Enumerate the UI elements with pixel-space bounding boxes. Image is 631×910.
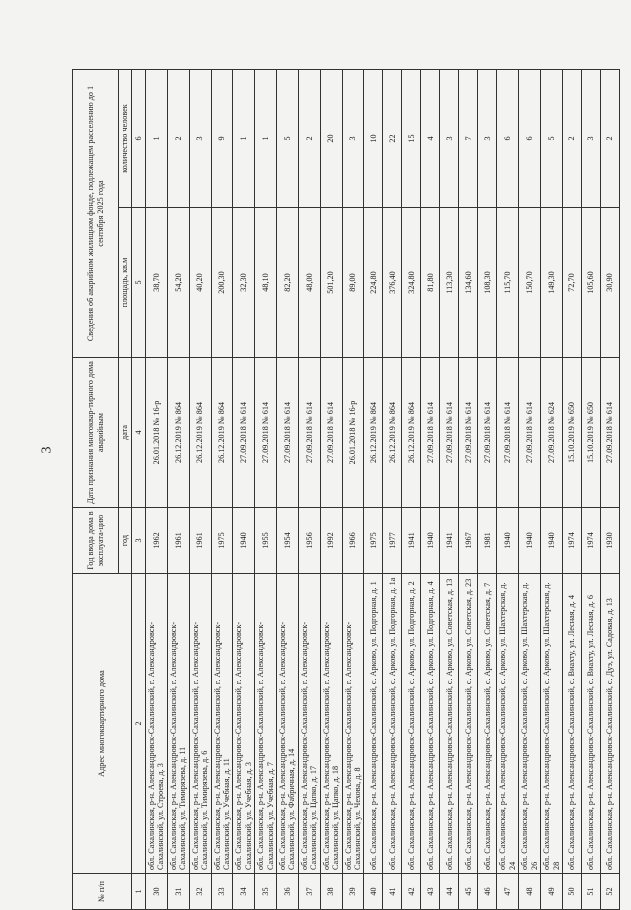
column-number-cell: 3 — [132, 508, 146, 574]
table-row — [233, 70, 255, 910]
year-cell: 1955 — [255, 508, 277, 574]
area-cell: 108,30 — [478, 208, 497, 358]
subheader-people: количество человек — [119, 70, 132, 208]
header-date-group: Дата признания многоквар-тирного дома аварийным — [73, 358, 119, 508]
date-cell: 26.01.2018 № 16-р — [146, 358, 168, 508]
subheader-year: год — [119, 508, 132, 574]
rotated-table-container — [72, 70, 615, 910]
area-cell: 81,80 — [421, 208, 440, 358]
people-count-cell: 5 — [541, 70, 563, 208]
date-cell: 26.12.2019 № 864 — [189, 358, 211, 508]
area-cell: 376,40 — [383, 208, 402, 358]
address-cell: обл. Сахалинская, р-н. Александровск-Сахалинский, г. Александровск-Сахалинский, ул. Тимирязева, д. 6 — [189, 574, 211, 874]
year-cell: 1930 — [600, 508, 619, 574]
date-cell: 15.10.2019 № 650 — [562, 358, 581, 508]
people-count-cell: 1 — [255, 70, 277, 208]
area-cell: 72,70 — [562, 208, 581, 358]
row-number-cell: 42 — [402, 874, 421, 910]
area-cell: 150,70 — [519, 208, 541, 358]
year-cell: 1941 — [402, 508, 421, 574]
row-number-cell: 38 — [320, 874, 342, 910]
date-cell: 27.09.2018 № 614 — [255, 358, 277, 508]
row-number-cell: 44 — [440, 874, 459, 910]
year-cell: 1961 — [189, 508, 211, 574]
year-cell: 1975 — [364, 508, 383, 574]
address-cell: обл. Сахалинская, р-н. Александровск-Сахалинский, с. Арково, ул. Подгорная, д. 4 — [421, 574, 440, 874]
table-row — [581, 70, 600, 910]
people-count-cell: 1 — [233, 70, 255, 208]
address-cell: обл. Сахалинская, р-н. Александровск-Сахалинский, г. Александровск-Сахалинский, ул. Строева, д. 3 — [146, 574, 168, 874]
area-cell: 38,70 — [146, 208, 168, 358]
people-count-cell: 3 — [189, 70, 211, 208]
row-number-cell: 51 — [581, 874, 600, 910]
table-row — [298, 70, 320, 910]
date-cell: 15.10.2019 № 650 — [581, 358, 600, 508]
date-cell: 26.12.2019 № 864 — [364, 358, 383, 508]
emergency-housing-table — [72, 69, 620, 910]
year-cell: 1962 — [146, 508, 168, 574]
address-cell: обл. Сахалинская, р-н. Александровск-Сахалинский, г. Александровск-Сахалинский, ул. Цапко, д. 18 — [320, 574, 342, 874]
table-row — [189, 70, 211, 910]
column-number-cell: 5 — [132, 208, 146, 358]
year-cell: 1981 — [478, 508, 497, 574]
people-count-cell: 7 — [459, 70, 478, 208]
area-cell: 105,60 — [581, 208, 600, 358]
date-cell: 26.12.2019 № 864 — [383, 358, 402, 508]
year-cell: 1977 — [383, 508, 402, 574]
table-row — [562, 70, 581, 910]
area-cell: 324,80 — [402, 208, 421, 358]
address-cell: обл. Сахалинская, р-н. Александровск-Сахалинский, с. Арково, ул. Шахтерская, д. 28 — [541, 574, 563, 874]
header-row-number: № п/п — [73, 874, 132, 910]
area-cell: 82,20 — [277, 208, 299, 358]
year-cell: 1940 — [519, 508, 541, 574]
people-count-cell: 4 — [421, 70, 440, 208]
page-number: 3 — [39, 446, 55, 454]
row-number-cell: 47 — [497, 874, 519, 910]
date-cell: 27.09.2018 № 614 — [497, 358, 519, 508]
table-row — [519, 70, 541, 910]
area-cell: 224,80 — [364, 208, 383, 358]
table-row — [440, 70, 459, 910]
table-row — [342, 70, 364, 910]
address-cell: обл. Сахалинская, р-н. Александровск-Сахалинский, с. Дуэ, ул. Садовая, д. 13 — [600, 574, 619, 874]
header-info-group: Сведения об аварийном жилищном фонде, подлежащем расселению до 1 сентября 2025 года — [73, 70, 119, 358]
address-cell: обл. Сахалинская, р-н. Александровск-Сахалинский, с. Арково, ул. Советская, д. 7 — [478, 574, 497, 874]
area-cell: 89,00 — [342, 208, 364, 358]
date-cell: 27.09.2018 № 614 — [277, 358, 299, 508]
year-cell: 1966 — [342, 508, 364, 574]
people-count-cell: 5 — [277, 70, 299, 208]
address-cell: обл. Сахалинская, р-н. Александровск-Сахалинский, г. Александровск-Сахалинский, ул. Учебная, д. 11 — [211, 574, 233, 874]
table-row — [600, 70, 619, 910]
date-cell: 27.09.2018 № 614 — [440, 358, 459, 508]
row-number-cell: 33 — [211, 874, 233, 910]
column-number-cell: 6 — [132, 70, 146, 208]
table-row — [277, 70, 299, 910]
area-cell: 200,30 — [211, 208, 233, 358]
table-row — [421, 70, 440, 910]
address-cell: обл. Сахалинская, р-н. Александровск-Сахалинский, г. Александровск-Сахалинский, ул. Учебная, д. 3 — [233, 574, 255, 874]
year-cell: 1974 — [581, 508, 600, 574]
people-count-cell: 6 — [519, 70, 541, 208]
year-cell: 1967 — [459, 508, 478, 574]
row-number-cell: 30 — [146, 874, 168, 910]
table-row — [459, 70, 478, 910]
row-number-cell: 48 — [519, 874, 541, 910]
header-address: Адрес многоквартирного дома — [73, 574, 132, 874]
column-number-row — [132, 70, 146, 910]
year-cell: 1954 — [277, 508, 299, 574]
address-cell: обл. Сахалинская, р-н. Александровск-Сахалинский, с. Арково, ул. Советская, д. 13 — [440, 574, 459, 874]
year-cell: 1974 — [562, 508, 581, 574]
address-cell: обл. Сахалинская, р-н. Александровск-Сахалинский, с. Виахту, ул. Лесная, д. 6 — [581, 574, 600, 874]
address-cell: обл. Сахалинская, р-н. Александровск-Сахалинский, с. Арково, ул. Подгорная, д. 1 — [364, 574, 383, 874]
people-count-cell: 1 — [146, 70, 168, 208]
address-cell: обл. Сахалинская, р-н. Александровск-Сахалинский, с. Арково, ул. Подгорная, д. 2 — [402, 574, 421, 874]
people-count-cell: 2 — [298, 70, 320, 208]
row-number-cell: 46 — [478, 874, 497, 910]
table-row — [478, 70, 497, 910]
row-number-cell: 32 — [189, 874, 211, 910]
people-count-cell: 9 — [211, 70, 233, 208]
address-cell: обл. Сахалинская, р-н. Александровск-Сахалинский, г. Александровск-Сахалинский, ул. Чехова, д. 8 — [342, 574, 364, 874]
people-count-cell: 20 — [320, 70, 342, 208]
area-cell: 40,20 — [189, 208, 211, 358]
year-cell: 1940 — [233, 508, 255, 574]
date-cell: 27.09.2018 № 614 — [478, 358, 497, 508]
date-cell: 27.09.2018 № 614 — [600, 358, 619, 508]
date-cell: 27.09.2018 № 614 — [233, 358, 255, 508]
table-row — [255, 70, 277, 910]
row-number-cell: 49 — [541, 874, 563, 910]
people-count-cell: 2 — [562, 70, 581, 208]
area-cell: 115,70 — [497, 208, 519, 358]
area-cell: 134,60 — [459, 208, 478, 358]
address-cell: обл. Сахалинская, р-н. Александровск-Сахалинский, г. Александровск-Сахалинский, ул. Учебная, д. 7 — [255, 574, 277, 874]
address-cell: обл. Сахалинская, р-н. Александровск-Сахалинский, с. Арково, ул. Советская, д. 23 — [459, 574, 478, 874]
people-count-cell: 2 — [600, 70, 619, 208]
date-cell: 27.09.2018 № 624 — [541, 358, 563, 508]
row-number-cell: 36 — [277, 874, 299, 910]
area-cell: 48,00 — [298, 208, 320, 358]
row-number-cell: 41 — [383, 874, 402, 910]
subheader-date: дата — [119, 358, 132, 508]
subheader-area: площадь, кв.м — [119, 208, 132, 358]
table-row — [497, 70, 519, 910]
column-number-cell: 4 — [132, 358, 146, 508]
date-cell: 26.12.2019 № 864 — [211, 358, 233, 508]
address-cell: обл. Сахалинская, р-н. Александровск-Сахалинский, с. Виахту, ул. Лесная, д. 4 — [562, 574, 581, 874]
date-cell: 27.09.2018 № 614 — [320, 358, 342, 508]
area-cell: 501,20 — [320, 208, 342, 358]
year-cell: 1975 — [211, 508, 233, 574]
area-cell: 149,30 — [541, 208, 563, 358]
address-cell: обл. Сахалинская, р-н. Александровск-Сахалинский, с. Арково, ул. Подгорная, д. 1а — [383, 574, 402, 874]
row-number-cell: 34 — [233, 874, 255, 910]
people-count-cell: 15 — [402, 70, 421, 208]
date-cell: 27.09.2018 № 614 — [421, 358, 440, 508]
table-row — [320, 70, 342, 910]
column-number-cell: 2 — [132, 574, 146, 874]
row-number-cell: 52 — [600, 874, 619, 910]
date-cell: 26.12.2019 № 864 — [167, 358, 189, 508]
people-count-cell: 10 — [364, 70, 383, 208]
area-cell: 30,90 — [600, 208, 619, 358]
date-cell: 26.12.2019 № 864 — [402, 358, 421, 508]
address-cell: обл. Сахалинская, р-н. Александровск-Сахалинский, г. Александровск-Сахалинский, ул. Цапко, д. 17 — [298, 574, 320, 874]
area-cell: 32,30 — [233, 208, 255, 358]
date-cell: 27.09.2018 № 614 — [459, 358, 478, 508]
date-cell: 27.09.2018 № 614 — [519, 358, 541, 508]
people-count-cell: 3 — [478, 70, 497, 208]
people-count-cell: 2 — [167, 70, 189, 208]
year-cell: 1961 — [167, 508, 189, 574]
row-number-cell: 50 — [562, 874, 581, 910]
people-count-cell: 6 — [497, 70, 519, 208]
row-number-cell: 45 — [459, 874, 478, 910]
people-count-cell: 3 — [581, 70, 600, 208]
table-row — [146, 70, 168, 910]
year-cell: 1941 — [440, 508, 459, 574]
people-count-cell: 3 — [342, 70, 364, 208]
table-row — [364, 70, 383, 910]
table-row — [541, 70, 563, 910]
row-number-cell: 31 — [167, 874, 189, 910]
area-cell: 113,30 — [440, 208, 459, 358]
address-cell: обл. Сахалинская, р-н. Александровск-Сахалинский, г. Александровск-Сахалинский, ул. Тимирязева, д. 11 — [167, 574, 189, 874]
row-number-cell: 35 — [255, 874, 277, 910]
date-cell: 27.09.2018 № 614 — [298, 358, 320, 508]
year-cell: 1940 — [421, 508, 440, 574]
year-cell: 1940 — [541, 508, 563, 574]
year-cell: 1940 — [497, 508, 519, 574]
column-number-cell: 1 — [132, 874, 146, 910]
header-year-group: Год ввода дома в эксплуата-цию — [73, 508, 119, 574]
address-cell: обл. Сахалинская, р-н. Александровск-Сахалинский, с. Арково, ул. Шахтерская, д. 26 — [519, 574, 541, 874]
people-count-cell: 3 — [440, 70, 459, 208]
area-cell: 48,10 — [255, 208, 277, 358]
date-cell: 26.01.2018 № 16-р — [342, 358, 364, 508]
row-number-cell: 37 — [298, 874, 320, 910]
area-cell: 54,20 — [167, 208, 189, 358]
table-body — [146, 70, 620, 910]
row-number-cell: 39 — [342, 874, 364, 910]
table-row — [402, 70, 421, 910]
row-number-cell: 40 — [364, 874, 383, 910]
address-cell: обл. Сахалинская, р-н. Александровск-Сахалинский, г. Александровск-Сахалинский, ул. Фабричная, д. 14 — [277, 574, 299, 874]
people-count-cell: 22 — [383, 70, 402, 208]
table-row — [383, 70, 402, 910]
table-row — [211, 70, 233, 910]
table-row — [167, 70, 189, 910]
year-cell: 1992 — [320, 508, 342, 574]
row-number-cell: 43 — [421, 874, 440, 910]
year-cell: 1956 — [298, 508, 320, 574]
address-cell: обл. Сахалинская, р-н. Александровск-Сахалинский, с. Арково, ул. Шахтерская, д. 24 — [497, 574, 519, 874]
